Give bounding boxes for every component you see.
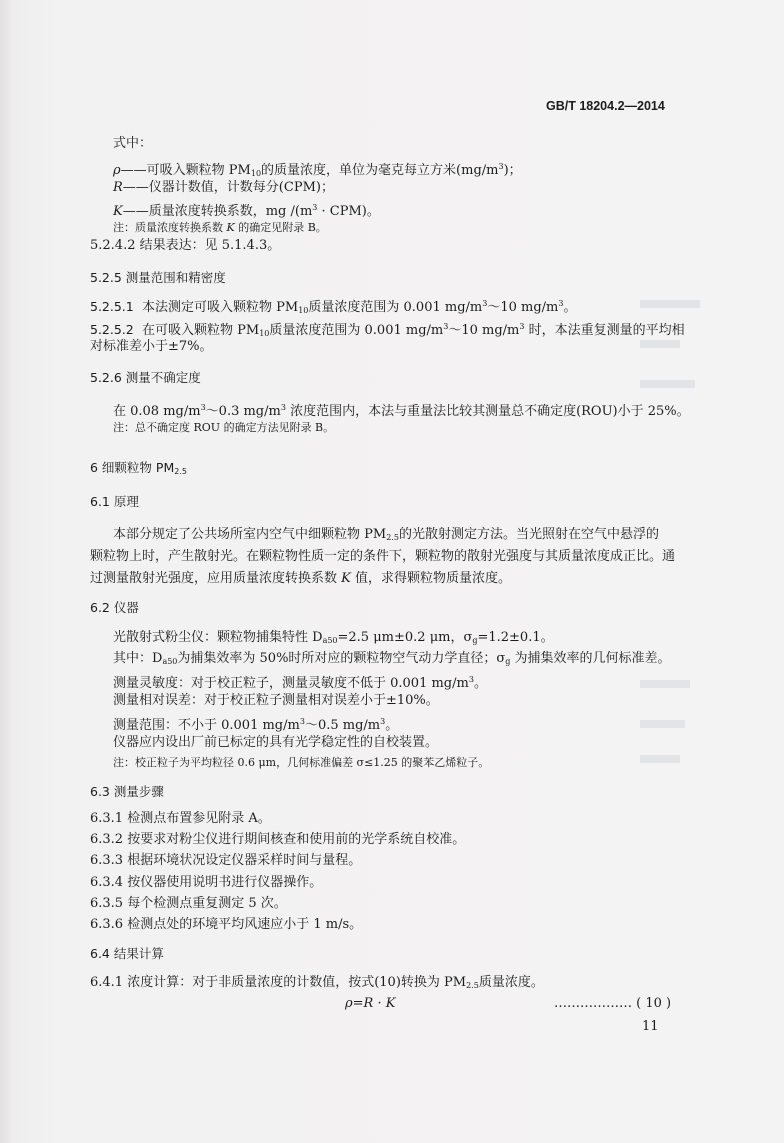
formula-10: ρ=R · K <box>345 996 396 1011</box>
step-6-3-1: 6.3.1 检测点布置参见附录 A。 <box>90 811 271 826</box>
para-5-2-6: 在 0.08 $mg/m^3\sim 0.3$ $mg/m^3$ 浓度范围内，本法与重量法比较其测量总不确定度(ROU)小于 25%。 <box>113 403 690 419</box>
instrument-line-3: 测量灵敏度：对于校正粒子，测量灵敏度不低于 0.001 $mg/m^3$。 <box>113 675 487 691</box>
instrument-line-4: 测量相对误差：对于校正粒子测量相对误差小于±10%。 <box>113 693 439 708</box>
heading-6-2: 6.2 仪器 <box>90 600 139 615</box>
instrument-line-2: 其中：$D_{a50}$为捕集效率为 50%时所对应的颗粒物空气动力学直径；$\sigma_g$ 为捕集效率的几何标准差。 <box>113 651 671 666</box>
heading-5-2-6: 5.2.6 测量不确定度 <box>90 370 201 385</box>
heading-6-3: 6.3 测量步骤 <box>90 784 164 799</box>
principle-line-3: 过测量散射光强度，应用质量浓度转换系数 K 值，求得颗粒物质量浓度。 <box>90 571 511 586</box>
step-6-3-3: 6.3.3 根据环境状况设定仪器采样时间与量程。 <box>90 853 362 868</box>
instrument-line-6: 仪器应内设出厂前已标定的具有光学稳定性的自校装置。 <box>113 735 439 750</box>
note-calibration-particle: 注：校正粒子为平均粒径 0.6 μm，几何标准偏差 σ≤1.25 的聚苯乙烯粒子。 <box>113 756 490 769</box>
step-6-3-6: 6.3.6 检测点处的环境平均风速应小于 1 m/s。 <box>90 917 363 932</box>
para-5-2-5-2: 5.2.5.2 在可吸入颗粒物 $PM_{10}$质量浓度范围为 0.001 $mg/m^3\sim 10$ $mg/m^3$ 时，本法重复测量的平均相 <box>90 322 685 338</box>
heading-6-4: 6.4 结果计算 <box>90 946 164 961</box>
formula-number: ……………… ( 10 ) <box>554 996 672 1011</box>
heading-6-1: 6.1 原理 <box>90 494 139 509</box>
page-number: 11 <box>642 1019 659 1034</box>
instrument-line-5: 测量范围：不小于 0.001 $mg/m^3\sim 0.5$ $mg/m^3$。 <box>113 717 399 733</box>
k-definition: K——质量浓度转换系数，mg $/(m^3 \cdot CPM)$。 <box>113 203 380 219</box>
rho-definition: ρ——可吸入颗粒物 $PM_{10}$的质量浓度，单位为毫克每立方米$(mg/m^3)$； <box>113 162 522 178</box>
heading-6: 6 细颗粒物 $PM_{2.5}$ <box>90 460 187 476</box>
step-6-3-4: 6.3.4 按仪器使用说明书进行仪器操作。 <box>90 875 323 890</box>
note-k-appendix: 注：质量浓度转换系数 K 的确定见附录 B。 <box>113 221 327 234</box>
instrument-line-1: 光散射式粉尘仪：颗粒物捕集特性 $D_{a50}=2.5$ μm±0.2 μm，$\sigma_g=1.2\pm 0.1$。 <box>113 630 554 645</box>
step-6-3-2: 6.3.2 按要求对粉尘仪进行期间核查和使用前的光学系统自校准。 <box>90 832 466 847</box>
para-5-2-5-1: 5.2.5.1 本法测定可吸入颗粒物 $PM_{10}$质量浓度范围为 0.001 $mg/m^3\sim 10$ $mg/m^3$。 <box>90 299 577 315</box>
para-5-2-4-2: 5.2.4.2 结果表达：见 5.1.4.3。 <box>90 238 281 253</box>
note-rou: 注：总不确定度 ROU 的确定方法见附录 B。 <box>113 421 335 434</box>
step-6-3-5: 6.3.5 每个检测点重复测定 5 次。 <box>90 896 287 911</box>
para-6-4-1: 6.4.1 浓度计算：对于非质量浓度的计数值，按式(10)转换为 $PM_{2.5}$质量浓度。 <box>90 975 544 990</box>
heading-5-2-5: 5.2.5 测量范围和精密度 <box>90 270 226 285</box>
para-5-2-5-2-line2: 对标准差小于±7%。 <box>90 339 213 354</box>
standard-number-header: GB/T 18204.2—2014 <box>546 99 665 113</box>
principle-line-1: 本部分规定了公共场所室内空气中细颗粒物 $PM_{2.5}$的光散射测定方法。当光照射在空气中悬浮的 <box>113 527 659 542</box>
where-label: 式中： <box>113 136 153 151</box>
principle-line-2: 颗粒物上时，产生散射光。在颗粒物性质一定的条件下，颗粒物的散射光强度与其质量浓度成正比。通 <box>90 549 676 564</box>
r-definition: R——仪器计数值，计数每分(CPM)； <box>113 180 334 195</box>
